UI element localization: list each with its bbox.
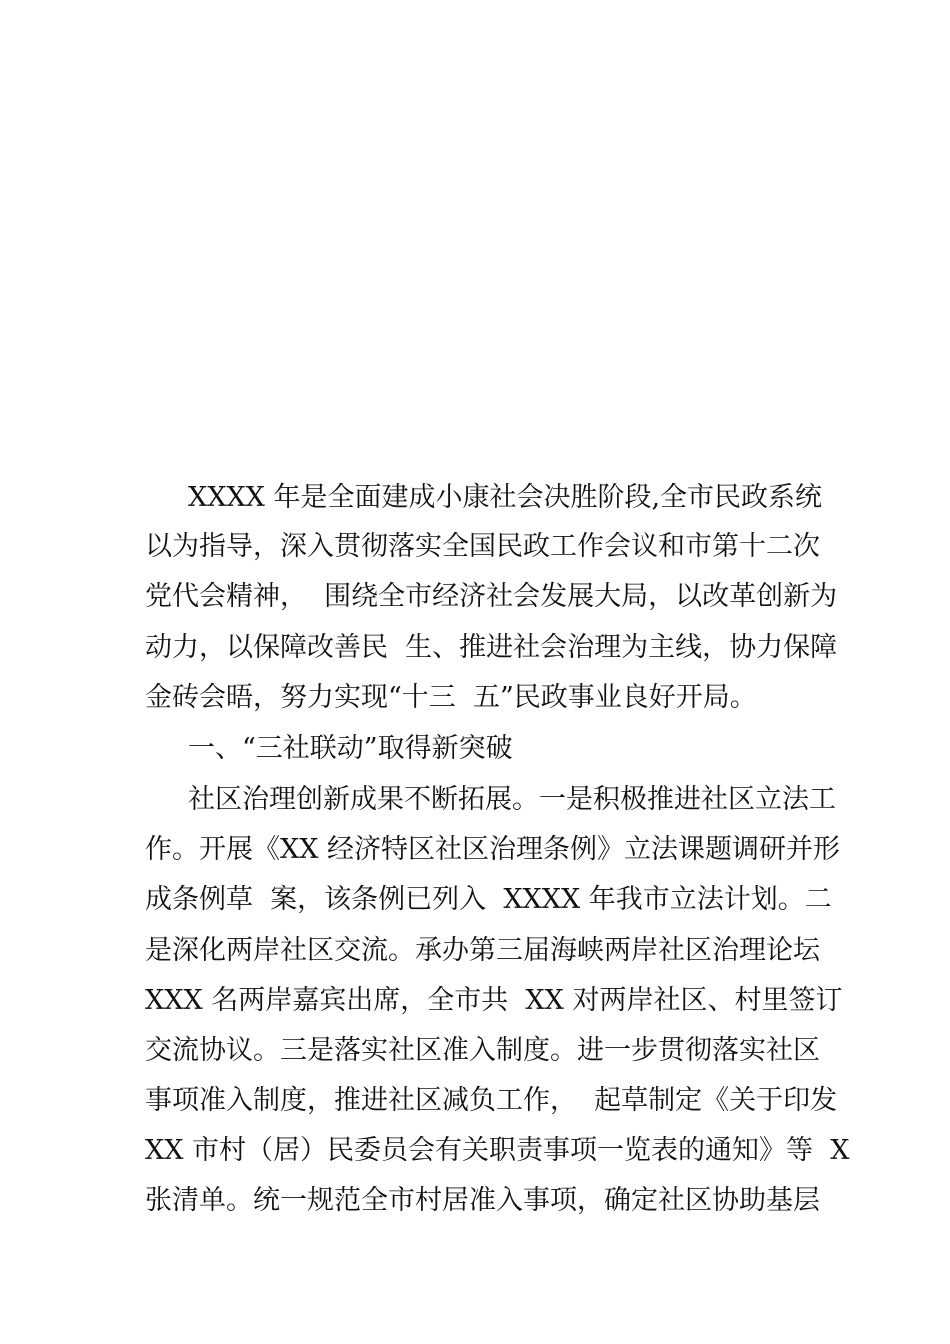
paragraph-2-line-9: 张清单。统一规范全市村居准入事项，确定社区协助基层 — [145, 1185, 820, 1216]
paragraph-2-line-1: 社区治理创新成果不断拓展。一是积极推进社区立法工 — [188, 784, 836, 815]
paragraph-2-line-5: XXX 名两岸嘉宾出席，全市共 XX 对两岸社区、村里签订 — [145, 985, 843, 1016]
section-heading-1: 一、“三社联动”取得新突破 — [188, 733, 513, 764]
paragraph-1-line-1: XXXX 年是全面建成小康社会决胜阶段,全市民政系统 — [188, 482, 823, 513]
paragraph-1-line-2: 以为指导，深入贯彻落实全国民政工作会议和市第十二次 — [145, 531, 820, 562]
paragraph-2-line-2: 作。开展《XX 经济特区社区治理条例》立法课题调研并形 — [145, 834, 841, 865]
paragraph-2-line-3: 成条例草 案，该条例已列入 XXXX 年我市立法计划。二 — [145, 884, 832, 915]
paragraph-1-line-3: 党代会精神， 围绕全市经济社会发展大局，以改革创新为 — [145, 581, 838, 612]
paragraph-2-line-8: XX 市村（居）民委员会有关职责事项一览表的通知》等 X — [145, 1135, 850, 1166]
paragraph-1-line-5: 金砖会晤，努力实现“十三 五”民政事业良好开局。 — [145, 682, 757, 713]
paragraph-1-line-4: 动力，以保障改善民 生、推进社会治理为主线，协力保障 — [145, 632, 838, 663]
paragraph-2-line-4: 是深化两岸社区交流。承办第三届海峡两岸社区治理论坛 — [145, 935, 820, 966]
paragraph-2-line-6: 交流协议。三是落实社区准入制度。进一步贯彻落实社区 — [145, 1035, 820, 1066]
paragraph-2-line-7: 事项准入制度，推进社区减负工作， 起草制定《关于印发 — [145, 1085, 838, 1116]
